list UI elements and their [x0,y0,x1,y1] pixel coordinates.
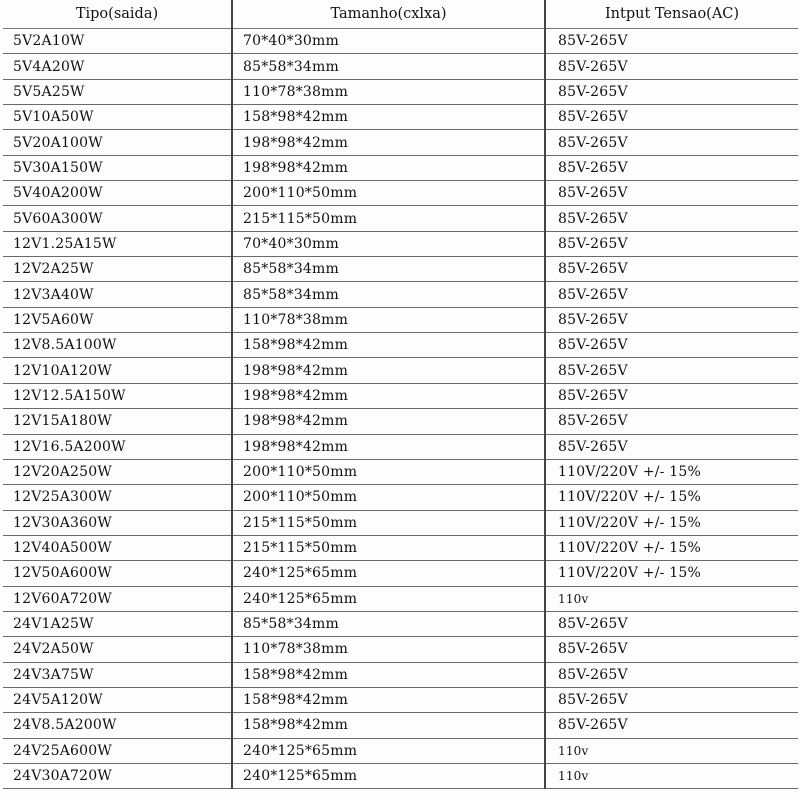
tensao-cell: 85V-265V [545,333,798,358]
tensao-cell: 85V-265V [545,206,798,231]
tensao-cell: 110v [545,586,798,611]
tensao-cell: 110V/220V +/- 15% [545,535,798,560]
table-row [3,510,798,535]
tamanho-cell: 85*58*34mm [232,54,545,79]
power-supply-spec-table [3,0,798,789]
tipo-cell: 5V30A150W [3,155,232,180]
tipo-cell: 12V5A60W [3,307,232,332]
tamanho-cell: 240*125*65mm [232,763,545,788]
tipo-cell: 5V60A300W [3,206,232,231]
tensao-cell: 110V/220V +/- 15% [545,485,798,510]
table-row [3,637,798,662]
tensao-cell: 85V-265V [545,181,798,206]
table-row [3,586,798,611]
tensao-cell: 85V-265V [545,282,798,307]
table-row [3,105,798,130]
tensao-cell: 85V-265V [545,434,798,459]
tipo-cell: 24V5A120W [3,687,232,712]
tensao-cell: 85V-265V [545,257,798,282]
table-row [3,79,798,104]
tipo-cell: 12V20A250W [3,459,232,484]
tamanho-cell: 198*98*42mm [232,409,545,434]
table-row [3,181,798,206]
tamanho-cell: 200*110*50mm [232,181,545,206]
tipo-cell: 12V16.5A200W [3,434,232,459]
tensao-cell: 85V-265V [545,79,798,104]
tensao-cell: 85V-265V [545,130,798,155]
tipo-cell: 12V12.5A150W [3,383,232,408]
tensao-cell: 85V-265V [545,611,798,636]
tipo-cell: 24V30A720W [3,763,232,788]
tamanho-cell: 158*98*42mm [232,105,545,130]
tamanho-cell: 110*78*38mm [232,307,545,332]
table-row [3,459,798,484]
table-row [3,206,798,231]
table-row [3,662,798,687]
tensao-cell: 85V-265V [545,231,798,256]
table-row [3,29,798,54]
tamanho-cell: 110*78*38mm [232,79,545,104]
tamanho-cell: 200*110*50mm [232,459,545,484]
tensao-cell: 85V-265V [545,358,798,383]
tipo-cell: 24V8.5A200W [3,713,232,738]
tamanho-cell: 240*125*65mm [232,738,545,763]
tipo-cell: 12V8.5A100W [3,333,232,358]
tamanho-cell: 215*115*50mm [232,535,545,560]
tamanho-cell: 198*98*42mm [232,130,545,155]
tamanho-cell: 70*40*30mm [232,231,545,256]
tipo-cell: 12V2A25W [3,257,232,282]
tipo-cell: 24V1A25W [3,611,232,636]
table-row [3,155,798,180]
tensao-cell: 85V-265V [545,29,798,54]
tensao-cell: 85V-265V [545,307,798,332]
tipo-cell: 12V3A40W [3,282,232,307]
table-row [3,485,798,510]
tamanho-cell: 85*58*34mm [232,257,545,282]
tamanho-cell: 240*125*65mm [232,561,545,586]
table-row [3,257,798,282]
tipo-cell: 24V25A600W [3,738,232,763]
tamanho-cell: 198*98*42mm [232,155,545,180]
tipo-cell: 5V20A100W [3,130,232,155]
tensao-cell: 85V-265V [545,687,798,712]
column-header-tensao: Intput Tensao(AC) [545,0,798,29]
column-header-tipo: Tipo(saida) [3,0,232,29]
tipo-cell: 5V40A200W [3,181,232,206]
table-row [3,535,798,560]
table-row [3,333,798,358]
table-row [3,358,798,383]
table-row [3,54,798,79]
tipo-cell: 12V15A180W [3,409,232,434]
tensao-cell: 110v [545,738,798,763]
table-row [3,130,798,155]
tensao-cell: 110V/220V +/- 15% [545,510,798,535]
table-row [3,307,798,332]
table-row [3,231,798,256]
tensao-cell: 85V-265V [545,409,798,434]
tensao-cell: 85V-265V [545,713,798,738]
tensao-cell: 85V-265V [545,637,798,662]
tensao-cell: 110v [545,763,798,788]
table-body [3,29,798,789]
tamanho-cell: 240*125*65mm [232,586,545,611]
table-row [3,713,798,738]
table-row [3,738,798,763]
header-row [3,0,798,29]
tamanho-cell: 158*98*42mm [232,687,545,712]
tipo-cell: 5V5A25W [3,79,232,104]
tipo-cell: 12V40A500W [3,535,232,560]
table-row [3,383,798,408]
tensao-cell: 110V/220V +/- 15% [545,561,798,586]
column-header-tamanho: Tamanho(cxlxa) [232,0,545,29]
tipo-cell: 12V60A720W [3,586,232,611]
tamanho-cell: 200*110*50mm [232,485,545,510]
table-row [3,763,798,788]
tipo-cell: 12V30A360W [3,510,232,535]
tamanho-cell: 198*98*42mm [232,434,545,459]
tipo-cell: 24V3A75W [3,662,232,687]
tamanho-cell: 110*78*38mm [232,637,545,662]
tensao-cell: 110V/220V +/- 15% [545,459,798,484]
tamanho-cell: 215*115*50mm [232,206,545,231]
table-row [3,282,798,307]
tensao-cell: 85V-265V [545,155,798,180]
table-row [3,611,798,636]
tipo-cell: 24V2A50W [3,637,232,662]
tamanho-cell: 70*40*30mm [232,29,545,54]
tamanho-cell: 198*98*42mm [232,358,545,383]
tamanho-cell: 158*98*42mm [232,333,545,358]
tamanho-cell: 158*98*42mm [232,713,545,738]
tipo-cell: 12V50A600W [3,561,232,586]
tamanho-cell: 158*98*42mm [232,662,545,687]
tipo-cell: 5V2A10W [3,29,232,54]
tensao-cell: 85V-265V [545,105,798,130]
table-row [3,687,798,712]
tamanho-cell: 85*58*34mm [232,282,545,307]
table-row [3,561,798,586]
tensao-cell: 85V-265V [545,662,798,687]
table-row [3,409,798,434]
tipo-cell: 12V10A120W [3,358,232,383]
tipo-cell: 5V10A50W [3,105,232,130]
table-row [3,434,798,459]
tamanho-cell: 215*115*50mm [232,510,545,535]
tamanho-cell: 198*98*42mm [232,383,545,408]
tipo-cell: 5V4A20W [3,54,232,79]
tamanho-cell: 85*58*34mm [232,611,545,636]
tensao-cell: 85V-265V [545,383,798,408]
tensao-cell: 85V-265V [545,54,798,79]
tipo-cell: 12V25A300W [3,485,232,510]
tipo-cell: 12V1.25A15W [3,231,232,256]
